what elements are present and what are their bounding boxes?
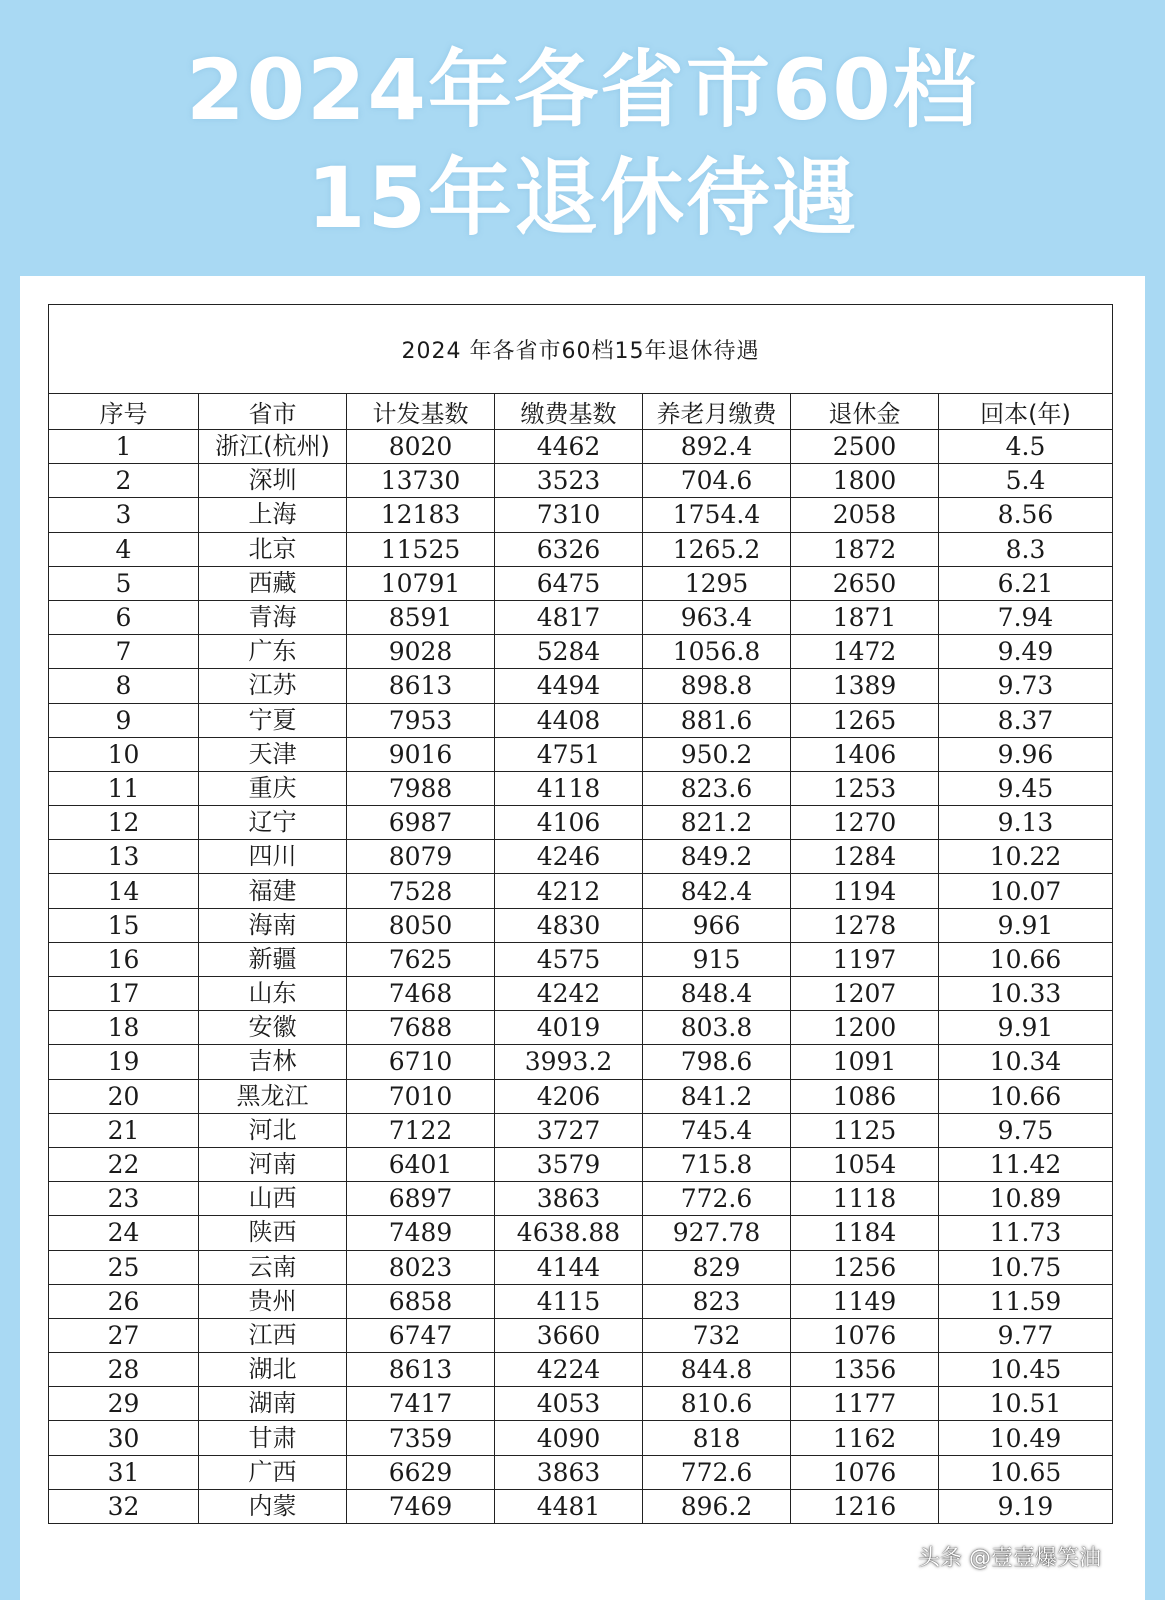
cell-contribution-base: 3727 xyxy=(495,1113,643,1147)
cell-monthly-contribution: 927.78 xyxy=(643,1216,791,1250)
cell-index: 20 xyxy=(49,1079,199,1113)
cell-index: 12 xyxy=(49,806,199,840)
header-payback-years: 回本(年) xyxy=(939,394,1113,430)
cell-payback-years: 4.5 xyxy=(939,430,1113,464)
cell-base-pay: 6747 xyxy=(347,1318,495,1352)
cell-pension: 1270 xyxy=(791,806,939,840)
cell-payback-years: 5.4 xyxy=(939,464,1113,498)
cell-payback-years: 8.37 xyxy=(939,703,1113,737)
cell-province: 青海 xyxy=(199,600,347,634)
cell-monthly-contribution: 821.2 xyxy=(643,806,791,840)
cell-monthly-contribution: 844.8 xyxy=(643,1353,791,1387)
cell-index: 26 xyxy=(49,1284,199,1318)
cell-index: 25 xyxy=(49,1250,199,1284)
cell-contribution-base: 4115 xyxy=(495,1284,643,1318)
table-row xyxy=(49,498,1113,532)
cell-index: 2 xyxy=(49,464,199,498)
cell-monthly-contribution: 963.4 xyxy=(643,600,791,634)
cell-payback-years: 6.21 xyxy=(939,566,1113,600)
cell-monthly-contribution: 892.4 xyxy=(643,430,791,464)
cell-pension: 1872 xyxy=(791,532,939,566)
cell-base-pay: 7417 xyxy=(347,1387,495,1421)
cell-province: 甘肃 xyxy=(199,1421,347,1455)
cell-monthly-contribution: 715.8 xyxy=(643,1147,791,1181)
table-row xyxy=(49,1045,1113,1079)
cell-pension: 2650 xyxy=(791,566,939,600)
cell-contribution-base: 4242 xyxy=(495,977,643,1011)
cell-index: 14 xyxy=(49,874,199,908)
cell-contribution-base: 3579 xyxy=(495,1147,643,1181)
cell-monthly-contribution: 1295 xyxy=(643,566,791,600)
cell-base-pay: 6897 xyxy=(347,1182,495,1216)
cell-province: 贵州 xyxy=(199,1284,347,1318)
cell-index: 18 xyxy=(49,1011,199,1045)
cell-index: 10 xyxy=(49,737,199,771)
cell-province: 内蒙 xyxy=(199,1489,347,1523)
cell-payback-years: 9.91 xyxy=(939,908,1113,942)
cell-pension: 1076 xyxy=(791,1318,939,1352)
table-caption: 2024 年各省市60档15年退休待遇 xyxy=(49,305,1113,394)
cell-payback-years: 10.33 xyxy=(939,977,1113,1011)
cell-payback-years: 10.07 xyxy=(939,874,1113,908)
cell-pension: 1125 xyxy=(791,1113,939,1147)
cell-index: 11 xyxy=(49,771,199,805)
cell-province: 河北 xyxy=(199,1113,347,1147)
cell-contribution-base: 3523 xyxy=(495,464,643,498)
cell-index: 17 xyxy=(49,977,199,1011)
cell-payback-years: 9.49 xyxy=(939,635,1113,669)
table-row xyxy=(49,1079,1113,1113)
cell-index: 16 xyxy=(49,942,199,976)
cell-index: 30 xyxy=(49,1421,199,1455)
cell-payback-years: 9.19 xyxy=(939,1489,1113,1523)
header-province: 省市 xyxy=(199,394,347,430)
cell-province: 辽宁 xyxy=(199,806,347,840)
cell-pension: 1149 xyxy=(791,1284,939,1318)
cell-pension: 1091 xyxy=(791,1045,939,1079)
cell-contribution-base: 4246 xyxy=(495,840,643,874)
cell-payback-years: 10.66 xyxy=(939,942,1113,976)
cell-payback-years: 10.89 xyxy=(939,1182,1113,1216)
header-index: 序号 xyxy=(49,394,199,430)
cell-index: 9 xyxy=(49,703,199,737)
cell-contribution-base: 4817 xyxy=(495,600,643,634)
cell-pension: 1054 xyxy=(791,1147,939,1181)
table-row xyxy=(49,771,1113,805)
cell-base-pay: 9016 xyxy=(347,737,495,771)
cell-payback-years: 11.42 xyxy=(939,1147,1113,1181)
cell-base-pay: 6987 xyxy=(347,806,495,840)
cell-index: 32 xyxy=(49,1489,199,1523)
cell-contribution-base: 3660 xyxy=(495,1318,643,1352)
cell-base-pay: 7688 xyxy=(347,1011,495,1045)
cell-province: 江西 xyxy=(199,1318,347,1352)
table-row xyxy=(49,737,1113,771)
cell-payback-years: 9.96 xyxy=(939,737,1113,771)
cell-pension: 1871 xyxy=(791,600,939,634)
cell-payback-years: 10.65 xyxy=(939,1455,1113,1489)
cell-contribution-base: 4638.88 xyxy=(495,1216,643,1250)
cell-index: 7 xyxy=(49,635,199,669)
table-header-row xyxy=(49,394,1113,430)
cell-province: 安徽 xyxy=(199,1011,347,1045)
cell-province: 西藏 xyxy=(199,566,347,600)
table-row xyxy=(49,1147,1113,1181)
cell-province: 云南 xyxy=(199,1250,347,1284)
cell-payback-years: 11.59 xyxy=(939,1284,1113,1318)
cell-contribution-base: 4106 xyxy=(495,806,643,840)
table-row xyxy=(49,464,1113,498)
cell-index: 5 xyxy=(49,566,199,600)
title-banner xyxy=(0,0,1165,270)
cell-index: 8 xyxy=(49,669,199,703)
cell-pension: 1800 xyxy=(791,464,939,498)
cell-monthly-contribution: 915 xyxy=(643,942,791,976)
table-row xyxy=(49,1455,1113,1489)
cell-index: 28 xyxy=(49,1353,199,1387)
cell-monthly-contribution: 732 xyxy=(643,1318,791,1352)
cell-index: 4 xyxy=(49,532,199,566)
cell-monthly-contribution: 823 xyxy=(643,1284,791,1318)
cell-pension: 1197 xyxy=(791,942,939,976)
cell-payback-years: 9.91 xyxy=(939,1011,1113,1045)
cell-contribution-base: 3863 xyxy=(495,1455,643,1489)
cell-province: 上海 xyxy=(199,498,347,532)
cell-contribution-base: 4206 xyxy=(495,1079,643,1113)
cell-province: 广西 xyxy=(199,1455,347,1489)
cell-monthly-contribution: 881.6 xyxy=(643,703,791,737)
table-row xyxy=(49,669,1113,703)
table-row xyxy=(49,1216,1113,1250)
table-row xyxy=(49,840,1113,874)
cell-base-pay: 7528 xyxy=(347,874,495,908)
cell-pension: 2058 xyxy=(791,498,939,532)
cell-province: 湖南 xyxy=(199,1387,347,1421)
cell-monthly-contribution: 966 xyxy=(643,908,791,942)
cell-province: 陕西 xyxy=(199,1216,347,1250)
table-row xyxy=(49,1250,1113,1284)
cell-province: 天津 xyxy=(199,737,347,771)
cell-monthly-contribution: 842.4 xyxy=(643,874,791,908)
cell-base-pay: 7469 xyxy=(347,1489,495,1523)
cell-base-pay: 7625 xyxy=(347,942,495,976)
cell-base-pay: 8020 xyxy=(347,430,495,464)
cell-index: 24 xyxy=(49,1216,199,1250)
table-row xyxy=(49,1353,1113,1387)
cell-province: 湖北 xyxy=(199,1353,347,1387)
cell-base-pay: 7489 xyxy=(347,1216,495,1250)
cell-base-pay: 11525 xyxy=(347,532,495,566)
cell-contribution-base: 6326 xyxy=(495,532,643,566)
cell-pension: 1207 xyxy=(791,977,939,1011)
cell-base-pay: 8613 xyxy=(347,669,495,703)
cell-base-pay: 6858 xyxy=(347,1284,495,1318)
cell-index: 22 xyxy=(49,1147,199,1181)
table-row xyxy=(49,1387,1113,1421)
cell-province: 山东 xyxy=(199,977,347,1011)
table-row xyxy=(49,635,1113,669)
cell-payback-years: 9.77 xyxy=(939,1318,1113,1352)
cell-index: 31 xyxy=(49,1455,199,1489)
spreadsheet-sheet xyxy=(20,276,1145,1600)
cell-pension: 1253 xyxy=(791,771,939,805)
table-row xyxy=(49,1489,1113,1523)
cell-payback-years: 10.75 xyxy=(939,1250,1113,1284)
table-row xyxy=(49,1011,1113,1045)
cell-pension: 1177 xyxy=(791,1387,939,1421)
cell-payback-years: 10.66 xyxy=(939,1079,1113,1113)
cell-contribution-base: 4481 xyxy=(495,1489,643,1523)
cell-monthly-contribution: 772.6 xyxy=(643,1455,791,1489)
cell-province: 新疆 xyxy=(199,942,347,976)
cell-contribution-base: 4830 xyxy=(495,908,643,942)
cell-contribution-base: 4118 xyxy=(495,771,643,805)
cell-pension: 2500 xyxy=(791,430,939,464)
cell-index: 21 xyxy=(49,1113,199,1147)
cell-contribution-base: 4224 xyxy=(495,1353,643,1387)
cell-pension: 1265 xyxy=(791,703,939,737)
cell-base-pay: 9028 xyxy=(347,635,495,669)
cell-payback-years: 10.51 xyxy=(939,1387,1113,1421)
table-wrapper xyxy=(48,304,1112,1524)
cell-base-pay: 12183 xyxy=(347,498,495,532)
cell-payback-years: 8.56 xyxy=(939,498,1113,532)
cell-monthly-contribution: 848.4 xyxy=(643,977,791,1011)
cell-payback-years: 11.73 xyxy=(939,1216,1113,1250)
table-row xyxy=(49,1421,1113,1455)
cell-pension: 1086 xyxy=(791,1079,939,1113)
header-monthly-contribution: 养老月缴费 xyxy=(643,394,791,430)
cell-province: 黑龙江 xyxy=(199,1079,347,1113)
cell-index: 6 xyxy=(49,600,199,634)
cell-payback-years: 8.3 xyxy=(939,532,1113,566)
cell-pension: 1284 xyxy=(791,840,939,874)
cell-contribution-base: 7310 xyxy=(495,498,643,532)
cell-base-pay: 7953 xyxy=(347,703,495,737)
banner-title-line-1: 2024年各省市60档 xyxy=(186,41,979,139)
pension-table xyxy=(48,304,1113,1524)
cell-pension: 1256 xyxy=(791,1250,939,1284)
cell-monthly-contribution: 950.2 xyxy=(643,737,791,771)
cell-pension: 1200 xyxy=(791,1011,939,1045)
cell-pension: 1278 xyxy=(791,908,939,942)
cell-pension: 1184 xyxy=(791,1216,939,1250)
cell-pension: 1076 xyxy=(791,1455,939,1489)
cell-province: 重庆 xyxy=(199,771,347,805)
cell-payback-years: 10.34 xyxy=(939,1045,1113,1079)
cell-contribution-base: 4212 xyxy=(495,874,643,908)
cell-index: 19 xyxy=(49,1045,199,1079)
cell-contribution-base: 3863 xyxy=(495,1182,643,1216)
header-contribution-base: 缴费基数 xyxy=(495,394,643,430)
cell-pension: 1216 xyxy=(791,1489,939,1523)
cell-payback-years: 9.45 xyxy=(939,771,1113,805)
watermark: 头条 @壹壹爆笑油 xyxy=(918,1546,1101,1571)
cell-base-pay: 7010 xyxy=(347,1079,495,1113)
cell-monthly-contribution: 829 xyxy=(643,1250,791,1284)
cell-base-pay: 13730 xyxy=(347,464,495,498)
table-row xyxy=(49,874,1113,908)
cell-index: 1 xyxy=(49,430,199,464)
cell-base-pay: 8079 xyxy=(347,840,495,874)
table-row xyxy=(49,977,1113,1011)
table-body xyxy=(49,430,1113,1524)
cell-province: 宁夏 xyxy=(199,703,347,737)
cell-contribution-base: 4751 xyxy=(495,737,643,771)
cell-base-pay: 8050 xyxy=(347,908,495,942)
cell-base-pay: 8613 xyxy=(347,1353,495,1387)
cell-monthly-contribution: 745.4 xyxy=(643,1113,791,1147)
cell-payback-years: 10.22 xyxy=(939,840,1113,874)
cell-monthly-contribution: 841.2 xyxy=(643,1079,791,1113)
cell-monthly-contribution: 1056.8 xyxy=(643,635,791,669)
cell-base-pay: 7988 xyxy=(347,771,495,805)
cell-province: 河南 xyxy=(199,1147,347,1181)
cell-base-pay: 6401 xyxy=(347,1147,495,1181)
cell-contribution-base: 4494 xyxy=(495,669,643,703)
cell-base-pay: 6710 xyxy=(347,1045,495,1079)
cell-province: 浙江(杭州) xyxy=(199,430,347,464)
cell-monthly-contribution: 898.8 xyxy=(643,669,791,703)
table-row xyxy=(49,566,1113,600)
cell-pension: 1162 xyxy=(791,1421,939,1455)
table-row xyxy=(49,1284,1113,1318)
cell-province: 江苏 xyxy=(199,669,347,703)
cell-contribution-base: 4575 xyxy=(495,942,643,976)
cell-province: 吉林 xyxy=(199,1045,347,1079)
cell-monthly-contribution: 803.8 xyxy=(643,1011,791,1045)
cell-pension: 1389 xyxy=(791,669,939,703)
cell-payback-years: 10.45 xyxy=(939,1353,1113,1387)
table-row xyxy=(49,942,1113,976)
cell-province: 北京 xyxy=(199,532,347,566)
cell-payback-years: 10.49 xyxy=(939,1421,1113,1455)
table-row xyxy=(49,1113,1113,1147)
cell-monthly-contribution: 849.2 xyxy=(643,840,791,874)
cell-monthly-contribution: 704.6 xyxy=(643,464,791,498)
cell-index: 3 xyxy=(49,498,199,532)
cell-contribution-base: 4090 xyxy=(495,1421,643,1455)
table-row xyxy=(49,600,1113,634)
cell-monthly-contribution: 818 xyxy=(643,1421,791,1455)
cell-index: 27 xyxy=(49,1318,199,1352)
cell-payback-years: 9.13 xyxy=(939,806,1113,840)
header-base-pay: 计发基数 xyxy=(347,394,495,430)
cell-index: 15 xyxy=(49,908,199,942)
cell-pension: 1194 xyxy=(791,874,939,908)
cell-payback-years: 7.94 xyxy=(939,600,1113,634)
cell-monthly-contribution: 896.2 xyxy=(643,1489,791,1523)
cell-base-pay: 8023 xyxy=(347,1250,495,1284)
cell-province: 四川 xyxy=(199,840,347,874)
cell-pension: 1118 xyxy=(791,1182,939,1216)
header-pension: 退休金 xyxy=(791,394,939,430)
cell-monthly-contribution: 823.6 xyxy=(643,771,791,805)
cell-payback-years: 9.73 xyxy=(939,669,1113,703)
cell-pension: 1406 xyxy=(791,737,939,771)
cell-pension: 1472 xyxy=(791,635,939,669)
cell-base-pay: 7359 xyxy=(347,1421,495,1455)
cell-index: 23 xyxy=(49,1182,199,1216)
cell-base-pay: 7468 xyxy=(347,977,495,1011)
cell-province: 广东 xyxy=(199,635,347,669)
cell-contribution-base: 5284 xyxy=(495,635,643,669)
cell-index: 13 xyxy=(49,840,199,874)
cell-monthly-contribution: 810.6 xyxy=(643,1387,791,1421)
table-row xyxy=(49,703,1113,737)
cell-contribution-base: 4462 xyxy=(495,430,643,464)
cell-contribution-base: 6475 xyxy=(495,566,643,600)
table-row xyxy=(49,1182,1113,1216)
cell-contribution-base: 4053 xyxy=(495,1387,643,1421)
cell-base-pay: 7122 xyxy=(347,1113,495,1147)
cell-contribution-base: 4019 xyxy=(495,1011,643,1045)
table-row xyxy=(49,908,1113,942)
table-row xyxy=(49,1318,1113,1352)
cell-monthly-contribution: 798.6 xyxy=(643,1045,791,1079)
cell-base-pay: 10791 xyxy=(347,566,495,600)
cell-province: 深圳 xyxy=(199,464,347,498)
cell-contribution-base: 3993.2 xyxy=(495,1045,643,1079)
table-row xyxy=(49,430,1113,464)
cell-province: 海南 xyxy=(199,908,347,942)
cell-province: 山西 xyxy=(199,1182,347,1216)
table-row xyxy=(49,806,1113,840)
cell-payback-years: 9.75 xyxy=(939,1113,1113,1147)
cell-monthly-contribution: 772.6 xyxy=(643,1182,791,1216)
cell-base-pay: 8591 xyxy=(347,600,495,634)
cell-province: 福建 xyxy=(199,874,347,908)
cell-monthly-contribution: 1265.2 xyxy=(643,532,791,566)
banner-title-line-2: 15年退休待遇 xyxy=(307,149,858,247)
cell-base-pay: 6629 xyxy=(347,1455,495,1489)
cell-index: 29 xyxy=(49,1387,199,1421)
table-row xyxy=(49,532,1113,566)
cell-contribution-base: 4144 xyxy=(495,1250,643,1284)
cell-contribution-base: 4408 xyxy=(495,703,643,737)
cell-pension: 1356 xyxy=(791,1353,939,1387)
cell-monthly-contribution: 1754.4 xyxy=(643,498,791,532)
